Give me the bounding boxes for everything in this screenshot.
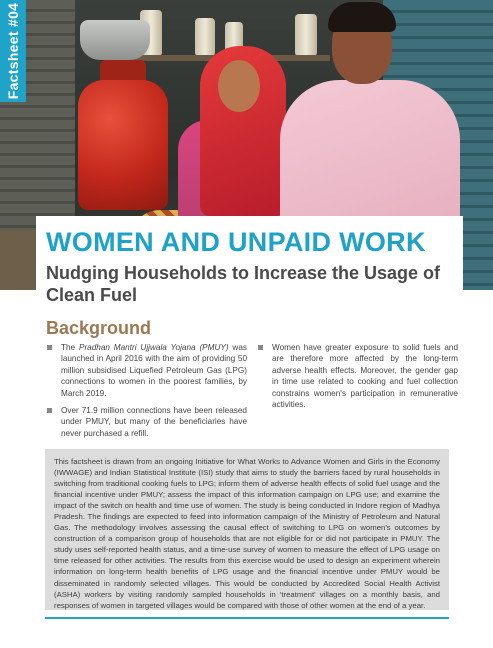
factsheet-tab: [0, 0, 26, 102]
factsheet-label: Factsheet #04: [5, 2, 21, 100]
page-subtitle: Nudging Households to Increase the Usage of Clean Fuel: [46, 263, 441, 305]
page-title: WOMEN AND UNPAID WORK: [46, 227, 426, 257]
bullet-item: [47, 405, 247, 439]
cooking-pot: [80, 20, 150, 60]
study-description: This factsheet is drawn from an ongoing Initiative for What Works to Advance Women and Girls in the Economy (IWWAGE) and Indian Statistical Institute (ISI) study that aims to study the barriers faced by rural households in switching from traditional cooking fuels to LPG; inform them of adverse health effects of solid fuel usage and the financial incentive under PMUY; assess the impact of this information campaign on LPG use; and examine the impact of the switch on health and time use of women. The study is being conducted in Indore region of Madhya Pradesh. The findings are expected to feed into information campaign of the Ministry of Petroleum and Natural Gas. The methodology involves assessing the causal effect of switching to LPG on women's outcomes by construction of a comparison group of households that are not eligible for or did not participate in PMUY. The study uses self-reported health status, and a time-use survey of women to measure the effect of LPG usage on time released for other activities. The results from this exercise would be used to design an experiment wherein information on long-term health benefits of LPG usage and the financial incentive under PMUY would be disseminated in randomly selected villages. This would be conducted by Accredited Social Health Activist (ASHA) workers by visiting randomly sampled households in 'treatment' villages on a monthly basis, and responses of women in targeted villages would be compared with those of other women at the end of a year.: [54, 457, 440, 610]
bottom-divider: [45, 617, 449, 619]
bullet-column-left: [47, 342, 247, 445]
scheme-name: Pradhan Mantri Ujjwala Yojana (PMUY): [78, 343, 229, 352]
man-hair: [328, 2, 396, 32]
lpg-cylinder: [78, 80, 168, 210]
study-info-box: [45, 449, 449, 610]
bullet-item: [258, 342, 458, 410]
bullet-item: [47, 342, 247, 399]
bullet-text: Over 71.9 million connections have been released under PMUY, but many of the beneficiaries have never purchased a refill.: [61, 406, 247, 438]
woman-head: [218, 60, 260, 112]
bullet-text: The Pradhan Mantri Ujjwala Yojana (PMUY) was launched in April 2016 with the aim of providing 50 million subsidised Liquefied Petroleum Gas (LPG) connections to women in the poorest families, by March 2019.: [61, 343, 247, 398]
bullet-column-right: [258, 342, 458, 416]
section-heading-background: Background: [46, 318, 152, 338]
bullet-text: Women have greater exposure to solid fuels and are therefore more affected by the long-term adverse health effects. Moreover, the gender gap in time use related to cooking and fuel collection constrains women's participation in remunerative activities.: [272, 343, 458, 410]
